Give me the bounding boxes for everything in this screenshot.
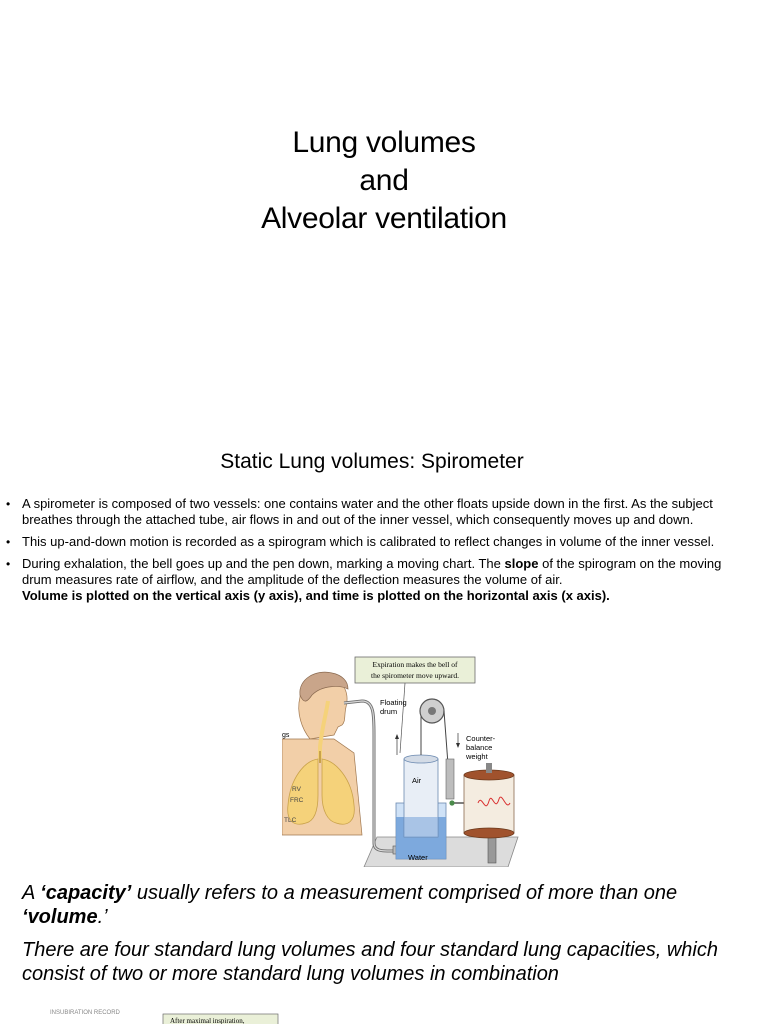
bullet-list [20, 496, 740, 610]
water-label: Water [408, 853, 428, 862]
bullet-item [20, 496, 740, 528]
floating-drum-label-1: Floating [380, 698, 407, 707]
counter-balance-label-2: balance [466, 743, 493, 752]
peek-left-text: INSUBIRATION RECORD [50, 1010, 120, 1016]
bold-axis-sentence: Volume is plotted on the vertical axis (y axis), and time is plotted on the horizontal axis (x axis). [22, 588, 610, 603]
capacity-text-prefix: A [22, 882, 41, 904]
volume-term: volume [27, 906, 98, 928]
spirometer-figure [282, 655, 522, 867]
section-heading: Static Lung volumes: Spirometer [220, 450, 524, 473]
callout-line-1: Expiration makes the bell of [372, 660, 458, 669]
callout-pointer [400, 683, 405, 753]
bold-term-slope: slope [504, 556, 539, 571]
peek-callout-text: After maximal inspiration, [170, 1017, 245, 1024]
callout-line-2: the spirometer move upward. [371, 671, 459, 680]
lungs-label-cut: gs [282, 732, 290, 739]
counter-balance-label-1: Counter- [466, 734, 496, 743]
bullet-text: of the spirogram on the moving drum measures rate of airflow, and the amplitude of the deflection measures the volume of air. [22, 556, 722, 587]
counter-balance-label-3: weight [466, 752, 488, 761]
capacity-text-end: .’ [97, 906, 108, 928]
capacity-definition [22, 881, 752, 929]
capacity-term: ‘capacity’ [40, 882, 132, 904]
rv-label: RV [292, 786, 301, 793]
bullet-item [20, 534, 740, 550]
counter-weight [446, 759, 454, 799]
spirometer-illustration [282, 655, 522, 867]
frc-label: FRC [290, 797, 304, 804]
bullet-text: This up-and-down motion is recorded as a spirogram which is calibrated to reflect changes in volume of the inner vessel. [22, 534, 715, 549]
capacity-text-middle: usually refers to a measurement comprised of more than one [131, 882, 678, 904]
floating-drum-label-2: drum [380, 707, 398, 716]
standard-volumes-paragraph: There are four standard lung volumes and four standard lung capacities, which consist of two or more standard lung volumes in combination [22, 939, 718, 985]
next-page-peek [0, 1008, 768, 1024]
volume-term-quote: ‘ [22, 906, 28, 928]
tlc-label: TLC [284, 817, 297, 824]
bullet-item [20, 556, 740, 604]
air-label: Air [412, 776, 422, 785]
bullet-text: During exhalation, the bell goes up and the pen down, marking a moving chart. The [22, 556, 505, 571]
title-line-3: Alveolar ventilation [261, 202, 507, 235]
title-line-1: Lung volumes [292, 126, 476, 159]
slide-title [0, 124, 768, 238]
bullet-text: A spirometer is composed of two vessels: one contains water and the other floats upside down in the first. As the subject breathes through the attached tube, air flows in and out of the inner vessel, which consequently moves up and down. [22, 496, 713, 527]
title-line-2: and [359, 164, 409, 197]
